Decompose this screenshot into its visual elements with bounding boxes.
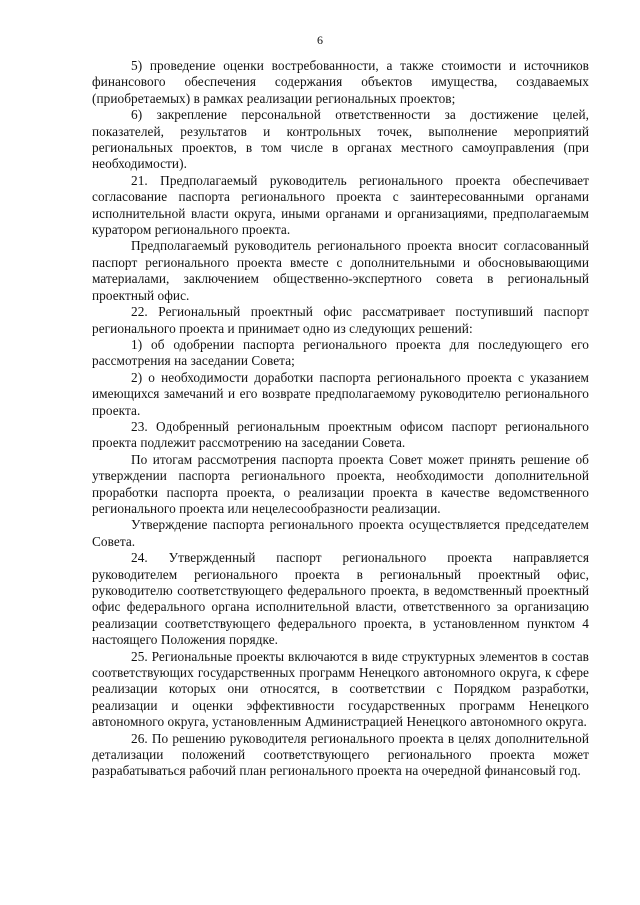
paragraph-approval: Утверждение паспорта регионального проекта осуществляется председателем Совета. [92,517,589,549]
paragraph-clause-23: 23. Одобренный региональным проектным офисом паспорт регионального проекта подлежит рассмотрению на заседании Совета. [92,418,589,451]
page-number: 6 [317,33,323,47]
paragraph-council-decision: По итогам рассмотрения паспорта проекта Совет может принять решение об утверждении паспорта регионального проекта, необходимости дополнительной проработки паспорта проекта, о реализации проекта в качестве ведомственного регионального проекта или нецелесообразности реализации. [92,451,589,516]
paragraph-clause-26: 26. По решению руководителя регионального проекта в целях дополнительной детализации положений соответствующего регионального проекта может разрабатываться рабочий план регионального проекта на очередной финансовый год. [92,730,589,779]
paragraph-clause-22: 22. Региональный проектный офис рассматривает поступивший паспорт регионального проекта и принимает одно из следующих решений: [92,304,589,336]
paragraph-clause-25: 25. Региональные проекты включаются в виде структурных элементов в состав соответствующих государственных программ Ненецкого автономного округа, к сфере реализации которых они относятся, в соответствии с Порядком разработки, реализации и оценки эффективности государственных программ Ненецкого автономного округа, установленным Администрацией Ненецкого автономного округа. [92,648,589,730]
paragraph-clause-21: 21. Предполагаемый руководитель регионального проекта обеспечивает согласование паспорта регионального проекта с заинтересованными органами исполнительной власти округа, иными органами и организациями, предполагаемым куратором регионального проекта. [92,172,589,238]
paragraph-decision-1: 1) об одобрении паспорта регионального проекта для последующего его рассмотрения на заседании Совета; [92,336,589,369]
document-body [92,58,589,780]
paragraph-item-6: 6) закрепление персональной ответственности за достижение целей, показателей, результатов и контрольных точек, выполнение мероприятий региональных проектов, в том числе в органах местного самоуправления (при необходимости). [92,107,589,172]
paragraph-decision-2: 2) о необходимости доработки паспорта регионального проекта с указанием имеющихся замечаний и его возврате предполагаемому руководителю регионального проекта. [92,369,589,418]
paragraph-clause-24: 24. Утвержденный паспорт регионального проекта направляется руководителем регионального проекта в региональный проектный офис, руководителю соответствующего федерального проекта, в ведомственный проектный офис федерального органа исполнительной власти, ответственного за организацию реализации соответствующего федерального проекта, в установленном пунктом 4 настоящего Положения порядке. [92,550,589,648]
paragraph-item-5: 5) проведение оценки востребованности, а также стоимости и источников финансового обеспечения содержания объектов имущества, создаваемых (приобретаемых) в рамках реализации региональных проектов; [92,58,589,106]
paragraph-clause-21-continuation: Предполагаемый руководитель регионального проекта вносит согласованный паспорт регионального проекта вместе с дополнительными и обосновывающими материалами, заключением общественно-экспертного совета в региональный проектный офис. [92,238,589,303]
